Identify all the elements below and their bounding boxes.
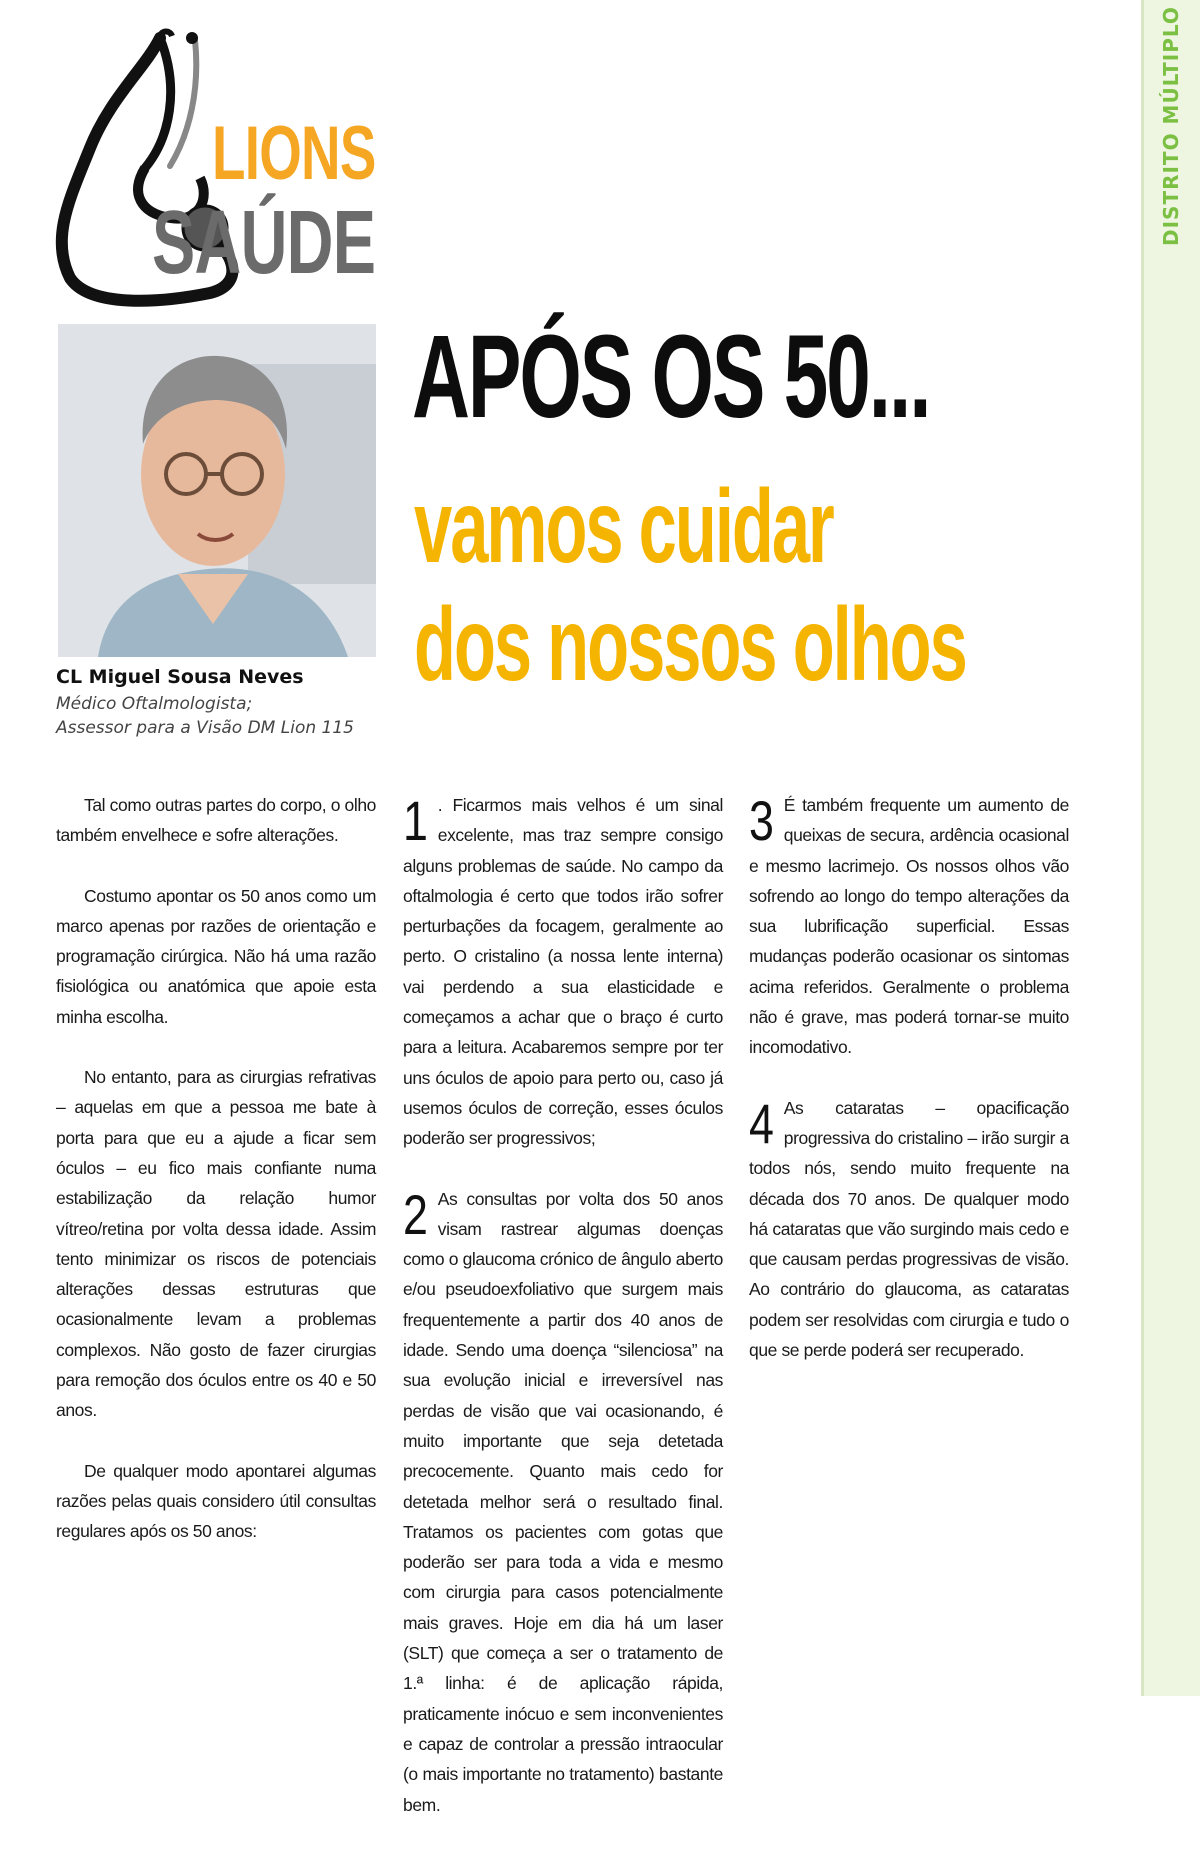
logo-word-saude: SAÚDE: [152, 193, 376, 293]
list-item-4: [749, 1093, 1069, 1366]
article-column-2: [403, 790, 723, 1850]
logo-word-lions: LIONS: [212, 111, 376, 196]
item-number: 2: [403, 1182, 428, 1246]
list-item-1: [403, 790, 723, 1154]
sidebar-label: DISTRITO MÚLTIPLO: [1159, 6, 1183, 246]
author-role-line2: Assessor para a Visão DM Lion 115: [56, 718, 354, 738]
item-text: As cataratas – opacificação progressiva do cristalino – irão surgir a todos nós, sendo muito frequente na década dos 70 anos. De qualquer modo há cataratas que vão surgindo mais cedo e que causam perdas progressivas de visão. Ao contrário do glaucoma, as cataratas podem ser resolvidas com cirurgia e tudo o que se perde poderá ser recuperado.: [749, 1097, 1069, 1361]
item-text: As consultas por volta dos 50 anos visam rastrear algumas doenças como o glaucoma crónico de ângulo aberto e/ou pseudoexfoliativo que surgem mais frequentemente a partir dos 40 anos de idade. Sendo uma doença “silenciosa” na sua evolução inicial e irreversível nas perdas de visão que vai ocasionando, é muito importante que seja detetada precocemente. Quanto mais cedo for detetada melhor será o resultado final. Tratamos os pacientes com gotas que poderão ser para toda a vida e mesmo com cirurgia para casos potencialmente mais graves. Hoje em dia há um laser (SLT) que começa a ser o tratamento de 1.ª linha: é de aplicação rápida, praticamente inócuo e sem inconvenientes e capaz de controlar a pressão intraocular (o mais importante no tratamento) bastante bem.: [403, 1188, 723, 1815]
portrait-photo: [58, 324, 376, 657]
article-subtitle-line2: dos nossos olhos: [414, 587, 966, 703]
article-subtitle: [414, 468, 966, 704]
paragraph-intro: Tal como outras partes do corpo, o olho também envelhece e sofre alterações.: [56, 795, 376, 846]
item-text: É também frequente um aumento de queixas de secura, ardência ocasional e mesmo lacrimejo. Os nossos olhos vão sofrendo ao longo do tempo alterações da sua lubrificação superficial. Essas mudanças poderão ocasionar os sintomas acima referidos. Geralmente o problema não é grave, mas poderá tornar-se muito incomodativo.: [749, 795, 1069, 1058]
item-number: 3: [749, 789, 774, 852]
paragraph-reasons: De qualquer modo apontarei algumas razões pelas quais considero útil consultas regulares após os 50 anos:: [56, 1460, 376, 1542]
item-number: 1: [403, 789, 428, 852]
article-column-3: [749, 790, 1069, 1395]
article-column-1: [56, 790, 376, 1547]
sidebar-band: [1141, 0, 1200, 1696]
paragraph-milestone: Costumo apontar os 50 anos como um marco apenas por razões de orientação e programação cirúrgica. Não há uma razão fisiológica ou anatómica que apoie esta minha escolha.: [56, 885, 376, 1027]
author-photo: [58, 324, 376, 657]
article-title: APÓS OS 50...: [412, 311, 930, 443]
author-name: CL Miguel Sousa Neves: [56, 666, 304, 688]
item-text: . Ficarmos mais velhos é um sinal excelente, mas traz sempre consigo alguns problemas de saúde. No campo da oftalmologia é certo que todos irão sofrer perturbações da focagem, geralmente ao perto. O cristalino (a nossa lente interna) vai perdendo a sua elasticidade e começamos a achar que o braço é curto para a leitura. Acabaremos sempre por ter uns óculos de apoio para perto ou, caso já usemos óculos de correção, esses óculos poderão ser progressivos;: [403, 795, 723, 1149]
list-item-2: [403, 1184, 723, 1820]
item-number: 4: [749, 1091, 774, 1155]
author-role: [56, 692, 354, 740]
paragraph-refractive: No entanto, para as cirurgias refrativas – aquelas em que a pessoa me bate à porta para que eu a ajude a ficar sem óculos – eu fico mais confiante numa estabilização da relação humor vítreo/retina por volta dessa idade. Assim tento minimizar os riscos de potenciais alterações dessas estruturas que ocasionalmente levam a problemas complexos. Não gosto de fazer cirurgias para remoção dos óculos entre os 40 e 50 anos.: [56, 1067, 376, 1421]
list-item-3: [749, 790, 1069, 1063]
lions-saude-logo: [50, 28, 380, 308]
article-subtitle-line1: vamos cuidar: [414, 469, 833, 585]
author-role-line1: Médico Oftalmologista;: [56, 694, 253, 714]
